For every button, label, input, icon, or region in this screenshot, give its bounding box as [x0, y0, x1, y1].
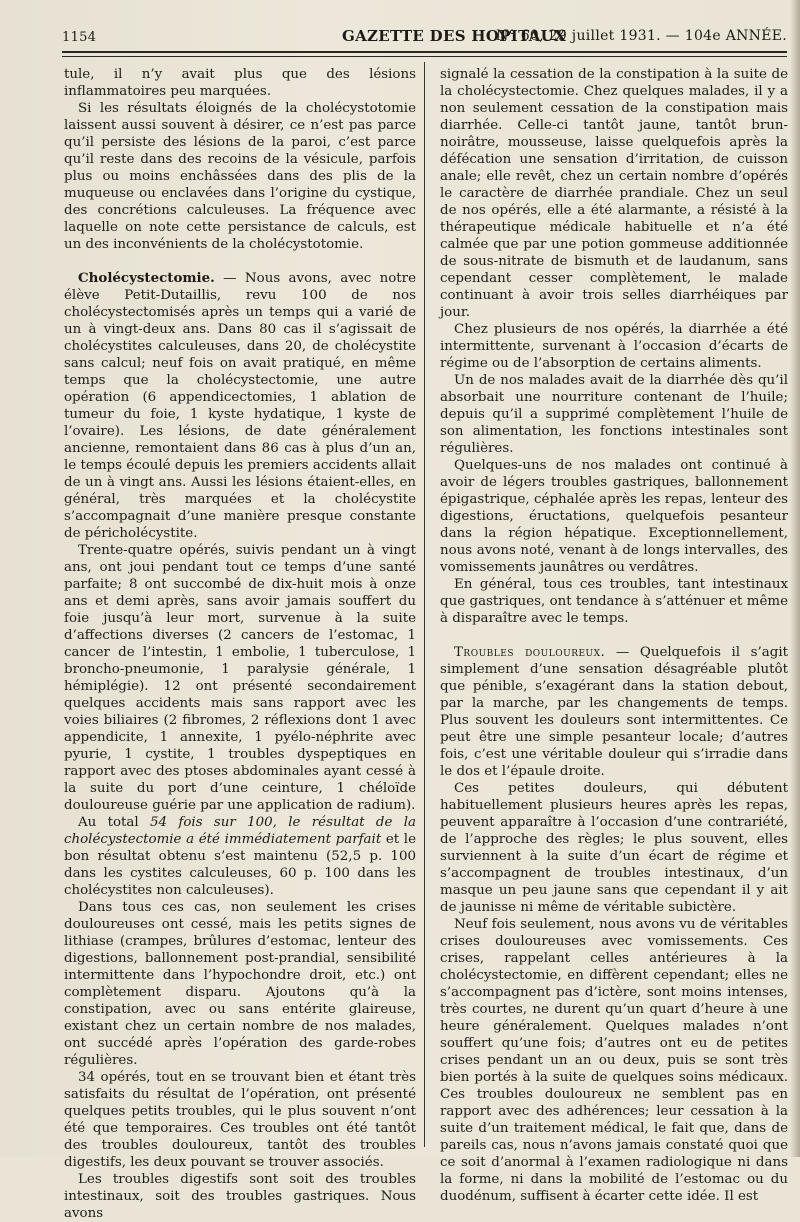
section-text: — Quelquefois il s’agit simplement d’une sensation désagréable plutôt que pénible, s’exagérant dans la station debout, par la marche, par les changements de temps. Plus souvent les douleurs sont intermittentes. Ce peut être une simple pesanteur locale; d’autres fois, c’est une véritable douleur qui s’irradie dans le dos et l’épaule droite. — [440, 645, 789, 779]
paragraph-lead: Au total — [78, 815, 151, 830]
section-heading: Troubles douloureux. — [454, 645, 606, 660]
header-rule-thick — [62, 51, 787, 53]
issue-info: N° 60, 29 juillet 1931. — 104e ANNÉE. — [496, 28, 787, 44]
paragraph: En général, tous ces troubles, tant intestinaux que gastriques, ont tendance à s’atténuer et même à disparaître avec le temps. — [440, 577, 788, 626]
header-rule-thin — [62, 56, 787, 57]
section-paragraph — [440, 644, 788, 780]
paragraph: Chez plusieurs de nos opérés, la diarrhée a été intermittente, survenant à l’occasion d’écarts de régime ou de l’absorption de certains aliments. — [440, 322, 788, 371]
paragraph: signalé la cessation de la constipation à la suite de la cholécystectomie. Chez quelques malades, il y a non seulement cessation de la constipation mais diarrhée. Celle-ci tantôt jaune, tantôt brun-noirâtre, mousseuse, laisse quelquefois après la défécation une sensation d’irritation, de cuisson anale; elle revêt, chez un certain nombre d’opérés le caractère de diarrhée prandiale. Chez un seul de nos opérés, elle a été alarmante, a résisté à la thérapeutique médicale habituelle et n’a été calmée que par une potion gommeuse additionnée de sous-nitrate de bismuth et de laudanum, sans cependant cesser complètement, le malade continuant à avoir trois selles diarrhéiques par jour. — [440, 67, 788, 320]
paragraph: Trente-quatre opérés, suivis pendant un à vingt ans, ont joui pendant tout ce temps d’une santé parfaite; 8 ont succombé de dix-huit mois à onze ans et demi après, sans avoir jamais souffert du foie jusqu’à leur mort, survenue à la suite d’affections diverses (2 cancers de l’estomac, 1 cancer de l’intestin, 1 embolie, 1 tuberculose, 1 broncho-pneumonie, 1 paralysie générale, 1 hémiplégie). 12 ont présenté secondairement quelques accidents mais sans rapport avec les voies biliaires (2 fibromes, 2 réflexions dont 1 avec appendicite, 1 annexite, 1 pyélo-néphrite avec pyurie, 1 cystite, 1 troubles dyspeptiques en rapport avec des ptoses abdominales ayant cessé à la suite du port d’une ceinture, 1 chéloïde douloureuse guérie par une application de radium). — [64, 543, 416, 813]
paragraph: Neuf fois seulement, nous avons vu de véritables crises douloureuses avec vomissements. Ces crises, rappelant celles antérieures à la cholécystectomie, en diffèrent cependant; elles ne s’accompagnent pas d’ictère, sont moins intenses, très courtes, ne durent qu’un quart d’heure à une heure généralement. Quelques malades n’ont souffert qu’une fois; d’autres ont eu de petites crises pendant un an ou deux, puis se sont très bien portés à la suite de quelques soins médicaux. Ces troubles douloureux ne semblent pas en rapport avec des adhérences; leur cessation à la suite d’un traitement médical, le fait que, dans de pareils cas, nous n’avons jamais constaté quoi que ce soit d’anormal à l’examen radiologique ni dans la forme, ni dans la mobilité de l’estomac ou du duodénum, suffisent à écarter cette idée. Il est — [440, 917, 788, 1204]
paragraph: Dans tous ces cas, non seulement les crises douloureuses ont cessé, mais les petits signes de lithiase (crampes, brûlures d’estomac, lenteur des digestions, ballonnement post-prandial, sensibilité intermittente dans l’hypochondre droit, etc.) ont complètement disparu. Ajoutons qu’à la constipation, avec ou sans entérite glaireuse, existant chez un certain nombre de nos malades, ont succédé après l’opération des garde-robes régulières. — [64, 900, 416, 1068]
emphasis-text: 54 fois sur 100, le résultat de la cholécystectomie a été immédiatement parfait — [64, 815, 416, 847]
section-paragraph — [64, 270, 416, 542]
paragraph: Si les résultats éloignés de la cholécystotomie laissent aussi souvent à désirer, ce n’est pas parce qu’il persiste des lésions de la paroi, c’est parce qu’il reste dans des recoins de la vésicule, parfois plus ou moins enchâssées dans des plis de la muqueuse ou enclavées dans l’origine du cystique, des concrétions calculeuses. La fréquence avec laquelle on note cette persistance de calculs, est un des inconvénients de la cholécystotomie. — [64, 101, 416, 252]
paragraph: Un de nos malades avait de la diarrhée dès qu’il absorbait une nourriture contenant de l’huile; depuis qu’il a supprimé complètement l’huile de son alimentation, les fonctions intestinales sont régulières. — [440, 373, 788, 456]
paragraph: tule, il n’y avait plus que des lésions inflammatoires peu marquées. — [64, 67, 416, 99]
paragraph-rest: et le bon résultat obtenu s’est maintenu (52,5 p. 100 dans les cystites calculeuses, 60 p. 100 dans les cholécystites non calculeuses). — [64, 832, 416, 898]
right-column — [440, 66, 789, 1204]
paragraph: 34 opérés, tout en se trouvant bien et étant très satisfaits du résultat de l’opération, ont présenté quelques petits troubles, qui le plus souvent n’ont été que temporaires. Ces troubles ont été tantôt des troubles douloureux, tantôt des troubles digestifs, les deux pouvant se trouver associés. — [64, 1070, 416, 1170]
page-header — [62, 26, 787, 50]
page-edge-shadow — [790, 0, 800, 1157]
page-number: 1154 — [62, 30, 97, 45]
left-column — [64, 66, 416, 1221]
paragraph: Ces petites douleurs, qui débutent habituellement plusieurs heures après les repas, peuvent apparaître à l’occasion d’une contrariété, de l’approche des règles; le plus souvent, elles surviennent à la suite d’un écart de régime et s’accompagnent de troubles intestinaux, d’un masque un peu jaune sans que cependant il y ait de jaunisse ni même de véritable subictère. — [440, 781, 788, 915]
section-text: — Nous avons, avec notre élève Petit-Dutaillis, revu 100 de nos cholécystectomisés après un temps qui a varié de un à vingt-deux ans. Dans 80 cas il s’agissait de cholécystites calculeuses, dans 20, de cholécystite sans calcul; neuf fois on avait pratiqué, en même temps que la cholécystectomie, une autre opération (6 appendicectomies, 1 ablation de tumeur du foie, 1 kyste hydatique, 1 kyste de l’ovaire). Les lésions, de date généralement ancienne, remontaient dans 86 cas à plus d’un an, le temps écoulé depuis les premiers accidents allait de un à vingt ans. Aussi les lésions étaient-elles, en général, très marquées et la cholécystite s’accompagnait d’une manière presque constante de péricholécystite. — [64, 271, 416, 541]
column-divider — [424, 62, 425, 1147]
paragraph — [64, 814, 416, 899]
journal-title: GAZETTE DES HOPITAUX — [342, 27, 567, 45]
paragraph: Les troubles digestifs sont soit des troubles intestinaux, soit des troubles gastriques. Nous avons — [64, 1172, 416, 1221]
paragraph: Quelques-uns de nos malades ont continué à avoir de légers troubles gastriques, ballonnement épigastrique, céphalée après les repas, lenteur des digestions, éructations, quelquefois pesanteur dans la région hépatique. Exceptionnellement, nous avons noté, venant à de longs intervalles, des vomissements jaunâtres ou verdâtres. — [440, 458, 788, 575]
section-heading: Cholécystectomie. — [78, 270, 215, 286]
